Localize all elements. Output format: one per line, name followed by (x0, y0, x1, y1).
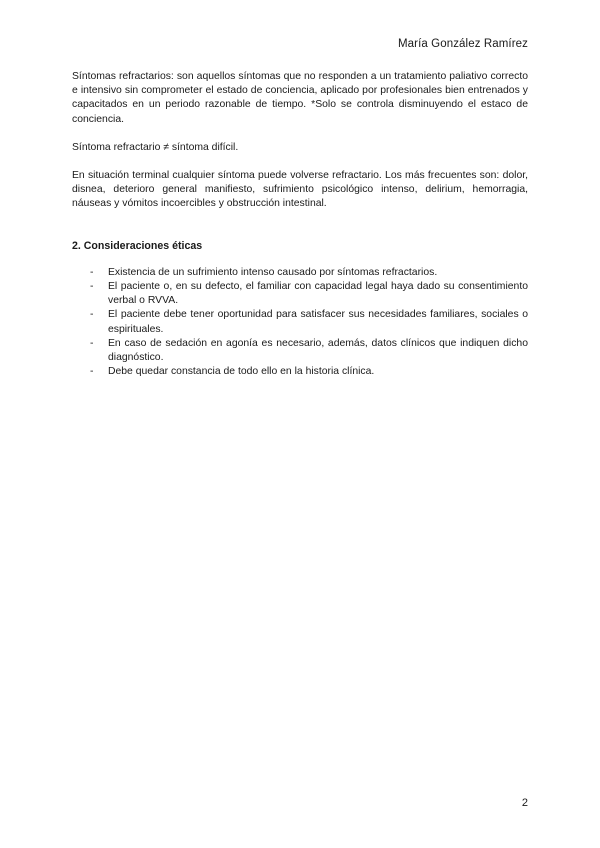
ethics-bullet-list (72, 266, 528, 380)
paragraph-refractory-vs-difficult: Síntoma refractario ≠ síntoma difícil. (72, 141, 239, 153)
bullet-marker: - (90, 281, 94, 293)
list-item (72, 337, 528, 365)
section-title: 2. Consideraciones éticas (72, 239, 203, 252)
list-item-text: Debe quedar constancia de todo ello en la historia clínica. (108, 366, 375, 378)
document-body (72, 70, 528, 379)
bullet-marker: - (90, 366, 94, 378)
list-item (72, 365, 528, 379)
list-item-text: El paciente o, en su defecto, el familiar con capacidad legal haya dado su consentimiento verbal o RVVA. (108, 281, 528, 307)
list-item-text: Existencia de un sufrimiento intenso causado por síntomas refractarios. (108, 266, 438, 278)
list-item (72, 308, 528, 336)
bullet-marker: - (90, 337, 94, 349)
paragraph-refractory-definition: Síntomas refractarios: son aquellos síntomas que no responden a un tratamiento paliativo correcto e intensivo sin comprometer el estado de conciencia, aplicado por profesionales bien entrenados y capacitados en un periodo razonable de tiempo. *Solo se controla disminuyendo el estaco de conciencia. (72, 71, 528, 125)
paragraph-terminal-situation: En situación terminal cualquier síntoma puede volverse refractario. Los más frecuentes son: dolor, disnea, deterioro general manifiesto, sufrimiento psicológico intenso, delirium, hemorragia, náuseas y vómitos incoercibles y obstrucción intestinal. (72, 170, 528, 210)
bullet-marker: - (90, 309, 94, 321)
list-item-text: El paciente debe tener oportunidad para satisfacer sus necesidades familiares, sociales o espirituales. (108, 309, 528, 335)
list-item (72, 266, 528, 280)
header-author: María González Ramírez (397, 38, 528, 50)
list-item (72, 280, 528, 308)
page-number: 2 (521, 797, 528, 809)
list-item-text: En caso de sedación en agonía es necesario, además, datos clínicos que indiquen dicho diagnóstico. (108, 337, 528, 364)
bullet-marker: - (90, 266, 94, 278)
